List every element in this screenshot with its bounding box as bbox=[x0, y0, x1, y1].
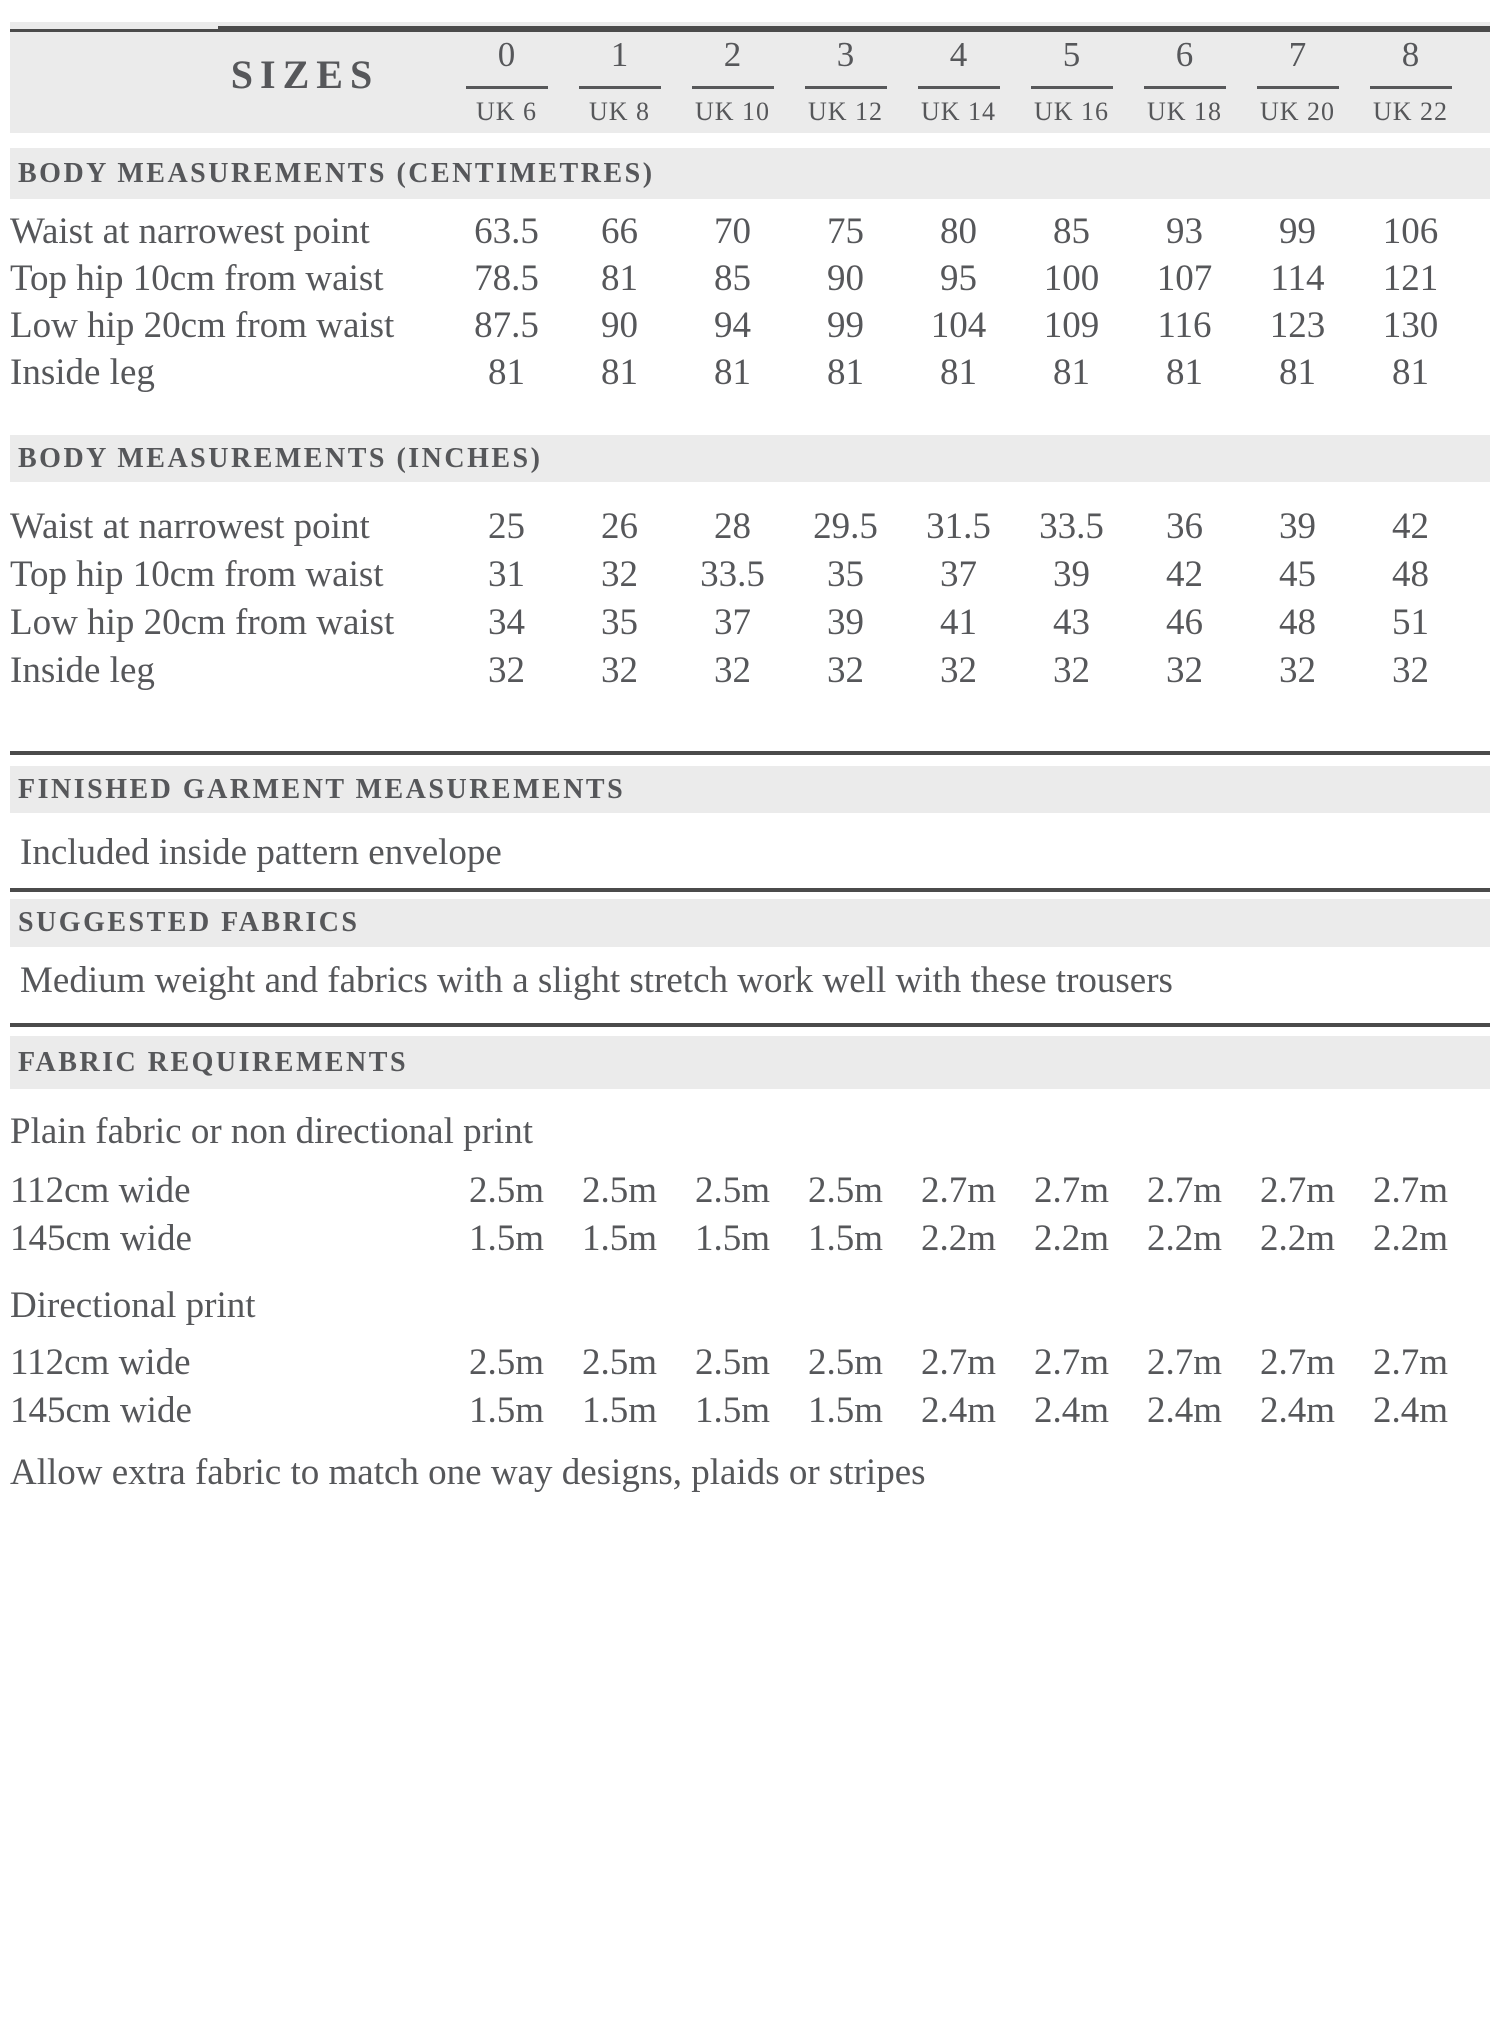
table-row bbox=[10, 1386, 1490, 1434]
row-label: 145cm wide bbox=[10, 1217, 192, 1259]
cell: 42 bbox=[1166, 553, 1203, 595]
top-divider bbox=[0, 22, 1490, 36]
fabric-group-label: Directional print bbox=[10, 1285, 256, 1326]
cell: 25 bbox=[488, 505, 525, 547]
size-column-header-1 bbox=[563, 22, 676, 127]
cell: 106 bbox=[1382, 211, 1439, 252]
cell: 43 bbox=[1053, 601, 1090, 643]
cell: 81 bbox=[488, 352, 525, 393]
row-label: Inside leg bbox=[10, 352, 155, 393]
cell: 34 bbox=[488, 601, 525, 643]
cell: 33.5 bbox=[700, 553, 765, 595]
row-label: Waist at narrowest point bbox=[10, 505, 370, 547]
cell: 1.5m bbox=[581, 1389, 658, 1431]
cell: 2.7m bbox=[1033, 1169, 1110, 1211]
fraction-bar bbox=[579, 86, 661, 89]
cell: 94 bbox=[714, 305, 751, 346]
cell: 2.2m bbox=[1372, 1217, 1449, 1259]
cell: 33.5 bbox=[1039, 505, 1104, 547]
cell: 90 bbox=[827, 258, 864, 299]
cell: 48 bbox=[1279, 601, 1316, 643]
uk-size-label: UK 22 bbox=[1372, 97, 1449, 126]
table-row bbox=[10, 502, 1490, 550]
sizes-header-band bbox=[10, 22, 1490, 133]
fabric-group-label: Plain fabric or non directional print bbox=[10, 1111, 533, 1152]
size-number: 7 bbox=[1288, 35, 1307, 74]
uk-size-label: UK 10 bbox=[694, 97, 771, 126]
cell: 2.4m bbox=[920, 1389, 997, 1431]
cell: 2.2m bbox=[920, 1217, 997, 1259]
fabrics-section-heading-band bbox=[10, 899, 1490, 947]
size-number: 8 bbox=[1401, 35, 1420, 74]
cell: 32 bbox=[940, 649, 977, 691]
cell: 32 bbox=[827, 649, 864, 691]
cell: 81 bbox=[601, 352, 638, 393]
cell: 90 bbox=[601, 305, 638, 346]
table-row bbox=[10, 598, 1490, 646]
row-label: Inside leg bbox=[10, 649, 155, 691]
size-number: 2 bbox=[723, 35, 742, 74]
cell: 37 bbox=[714, 601, 751, 643]
cell: 35 bbox=[601, 601, 638, 643]
size-number: 4 bbox=[949, 35, 968, 74]
size-column-header-7 bbox=[1241, 22, 1354, 127]
requirements-section-heading-band bbox=[10, 1036, 1490, 1089]
cell: 85 bbox=[1053, 211, 1090, 252]
cell: 2.4m bbox=[1259, 1389, 1336, 1431]
cell: 81 bbox=[940, 352, 977, 393]
cell: 46 bbox=[1166, 601, 1203, 643]
table-row bbox=[10, 349, 1490, 396]
cell: 39 bbox=[1053, 553, 1090, 595]
uk-size-label: UK 12 bbox=[807, 97, 884, 126]
cell: 116 bbox=[1157, 305, 1212, 346]
cell: 2.7m bbox=[1259, 1341, 1336, 1383]
cell: 2.2m bbox=[1146, 1217, 1223, 1259]
cell: 2.7m bbox=[920, 1169, 997, 1211]
cell: 32 bbox=[601, 553, 638, 595]
top-divider-thin-segment bbox=[10, 29, 218, 32]
uk-size-label: UK 16 bbox=[1033, 97, 1110, 126]
cell: 29.5 bbox=[813, 505, 878, 547]
fraction-bar bbox=[918, 86, 1000, 89]
cell: 1.5m bbox=[581, 1217, 658, 1259]
cell: 121 bbox=[1382, 258, 1439, 299]
cell: 130 bbox=[1382, 305, 1439, 346]
row-label: Top hip 10cm from waist bbox=[10, 258, 384, 299]
cell: 99 bbox=[1279, 211, 1316, 252]
cell: 2.7m bbox=[1372, 1341, 1449, 1383]
cell: 2.5m bbox=[468, 1341, 545, 1383]
cell: 2.7m bbox=[1146, 1169, 1223, 1211]
fraction-bar bbox=[1370, 86, 1452, 89]
uk-size-label: UK 6 bbox=[475, 97, 538, 126]
cell: 81 bbox=[1166, 352, 1203, 393]
table-row bbox=[10, 1166, 1490, 1214]
cell: 51 bbox=[1392, 601, 1429, 643]
cell: 41 bbox=[940, 601, 977, 643]
fabrics-section-heading: SUGGESTED FABRICS bbox=[18, 907, 360, 938]
finished-section-text: Included inside pattern envelope bbox=[20, 832, 502, 873]
cell: 2.5m bbox=[807, 1169, 884, 1211]
uk-size-label: UK 20 bbox=[1259, 97, 1336, 126]
cell: 39 bbox=[1279, 505, 1316, 547]
cell: 78.5 bbox=[474, 258, 539, 299]
cell: 45 bbox=[1279, 553, 1316, 595]
cell: 100 bbox=[1043, 258, 1100, 299]
fraction-bar bbox=[692, 86, 774, 89]
cell: 1.5m bbox=[694, 1389, 771, 1431]
size-number: 5 bbox=[1062, 35, 1081, 74]
fraction-bar bbox=[466, 86, 548, 89]
fabric-note: Allow extra fabric to match one way designs, plaids or stripes bbox=[10, 1452, 926, 1493]
table-row bbox=[10, 646, 1490, 694]
cell: 95 bbox=[940, 258, 977, 299]
fraction-bar bbox=[1031, 86, 1113, 89]
size-column-header-8 bbox=[1354, 22, 1467, 127]
size-number: 0 bbox=[497, 35, 516, 74]
section-divider bbox=[10, 888, 1490, 892]
fraction-bar bbox=[1144, 86, 1226, 89]
cell: 2.5m bbox=[694, 1341, 771, 1383]
cell: 99 bbox=[827, 305, 864, 346]
size-column-header-5 bbox=[1015, 22, 1128, 127]
cell: 123 bbox=[1269, 305, 1326, 346]
cell: 81 bbox=[714, 352, 751, 393]
directional-fabric-table bbox=[10, 1338, 1490, 1434]
table-row bbox=[10, 1214, 1490, 1262]
cell: 32 bbox=[1279, 649, 1316, 691]
cell: 2.2m bbox=[1033, 1217, 1110, 1259]
uk-size-label: UK 18 bbox=[1146, 97, 1223, 126]
cell: 39 bbox=[827, 601, 864, 643]
cell: 2.5m bbox=[581, 1341, 658, 1383]
table-row bbox=[10, 550, 1490, 598]
finished-section-heading: FINISHED GARMENT MEASUREMENTS bbox=[18, 774, 626, 805]
cell: 36 bbox=[1166, 505, 1203, 547]
cell: 1.5m bbox=[694, 1217, 771, 1259]
cell: 2.4m bbox=[1372, 1389, 1449, 1431]
cell: 32 bbox=[714, 649, 751, 691]
inches-section-heading-band bbox=[10, 435, 1490, 482]
cell: 81 bbox=[601, 258, 638, 299]
requirements-section-heading: FABRIC REQUIREMENTS bbox=[18, 1047, 409, 1078]
uk-size-label: UK 8 bbox=[588, 97, 651, 126]
size-column-header-2 bbox=[676, 22, 789, 127]
cell: 2.5m bbox=[581, 1169, 658, 1211]
fabrics-section-text: Medium weight and fabrics with a slight stretch work well with these trousers bbox=[20, 960, 1173, 1001]
sizes-title: SIZES bbox=[230, 52, 380, 97]
cell: 32 bbox=[1053, 649, 1090, 691]
cell: 109 bbox=[1043, 305, 1100, 346]
cell: 81 bbox=[827, 352, 864, 393]
cell: 104 bbox=[930, 305, 987, 346]
cell: 107 bbox=[1156, 258, 1213, 299]
cell: 80 bbox=[940, 211, 977, 252]
table-row bbox=[10, 255, 1490, 302]
cell: 2.7m bbox=[1146, 1341, 1223, 1383]
section-divider bbox=[10, 1023, 1490, 1027]
cm-measurements-table bbox=[10, 199, 1490, 396]
cell: 31.5 bbox=[926, 505, 991, 547]
cell: 31 bbox=[488, 553, 525, 595]
cell: 28 bbox=[714, 505, 751, 547]
cell: 42 bbox=[1392, 505, 1429, 547]
fraction-bar bbox=[1257, 86, 1339, 89]
cell: 81 bbox=[1053, 352, 1090, 393]
cell: 1.5m bbox=[468, 1389, 545, 1431]
cell: 2.7m bbox=[1372, 1169, 1449, 1211]
cell: 35 bbox=[827, 553, 864, 595]
cell: 37 bbox=[940, 553, 977, 595]
cell: 85 bbox=[714, 258, 751, 299]
cell: 114 bbox=[1270, 258, 1325, 299]
row-label: Low hip 20cm from waist bbox=[10, 305, 395, 346]
cell: 87.5 bbox=[474, 305, 539, 346]
plain-fabric-table bbox=[10, 1166, 1490, 1262]
table-row bbox=[10, 1338, 1490, 1386]
size-column-header-3 bbox=[789, 22, 902, 127]
fraction-bar bbox=[805, 86, 887, 89]
cell: 2.7m bbox=[920, 1341, 997, 1383]
cell: 2.4m bbox=[1146, 1389, 1223, 1431]
cell: 48 bbox=[1392, 553, 1429, 595]
size-column-header-4 bbox=[902, 22, 1015, 127]
uk-size-label: UK 14 bbox=[920, 97, 997, 126]
cm-section-heading-band bbox=[10, 148, 1490, 199]
cell: 26 bbox=[601, 505, 638, 547]
cell: 81 bbox=[1279, 352, 1316, 393]
row-label: Low hip 20cm from waist bbox=[10, 601, 395, 643]
inches-section-heading: BODY MEASUREMENTS (INCHES) bbox=[18, 443, 543, 474]
cell: 81 bbox=[1392, 352, 1429, 393]
cell: 32 bbox=[1392, 649, 1429, 691]
cell: 2.4m bbox=[1033, 1389, 1110, 1431]
section-divider bbox=[10, 751, 1490, 755]
cell: 2.2m bbox=[1259, 1217, 1336, 1259]
cell: 1.5m bbox=[807, 1217, 884, 1259]
cell: 32 bbox=[488, 649, 525, 691]
row-label: 112cm wide bbox=[10, 1341, 191, 1383]
table-row bbox=[10, 208, 1490, 255]
cell: 75 bbox=[827, 211, 864, 252]
cell: 2.5m bbox=[468, 1169, 545, 1211]
cell: 1.5m bbox=[468, 1217, 545, 1259]
size-column-header-6 bbox=[1128, 22, 1241, 127]
table-row bbox=[10, 302, 1490, 349]
finished-section-heading-band bbox=[10, 766, 1490, 813]
cell: 1.5m bbox=[807, 1389, 884, 1431]
size-number: 6 bbox=[1175, 35, 1194, 74]
row-label: 145cm wide bbox=[10, 1389, 192, 1431]
cell: 63.5 bbox=[474, 211, 539, 252]
size-chart-page bbox=[0, 22, 1490, 2022]
row-label: Waist at narrowest point bbox=[10, 211, 370, 252]
row-label: 112cm wide bbox=[10, 1169, 191, 1211]
top-divider-thick-segment bbox=[218, 26, 1490, 32]
cm-section-heading: BODY MEASUREMENTS (CENTIMETRES) bbox=[18, 158, 655, 189]
size-column-header-0 bbox=[450, 22, 563, 127]
cell: 2.7m bbox=[1033, 1341, 1110, 1383]
cell: 2.7m bbox=[1259, 1169, 1336, 1211]
cell: 32 bbox=[1166, 649, 1203, 691]
cell: 70 bbox=[714, 211, 751, 252]
cell: 2.5m bbox=[694, 1169, 771, 1211]
cell: 93 bbox=[1166, 211, 1203, 252]
size-number: 3 bbox=[836, 35, 855, 74]
cell: 2.5m bbox=[807, 1341, 884, 1383]
cell: 32 bbox=[601, 649, 638, 691]
size-number: 1 bbox=[610, 35, 629, 74]
row-label: Top hip 10cm from waist bbox=[10, 553, 384, 595]
cell: 66 bbox=[601, 211, 638, 252]
inches-measurements-table bbox=[10, 482, 1490, 694]
